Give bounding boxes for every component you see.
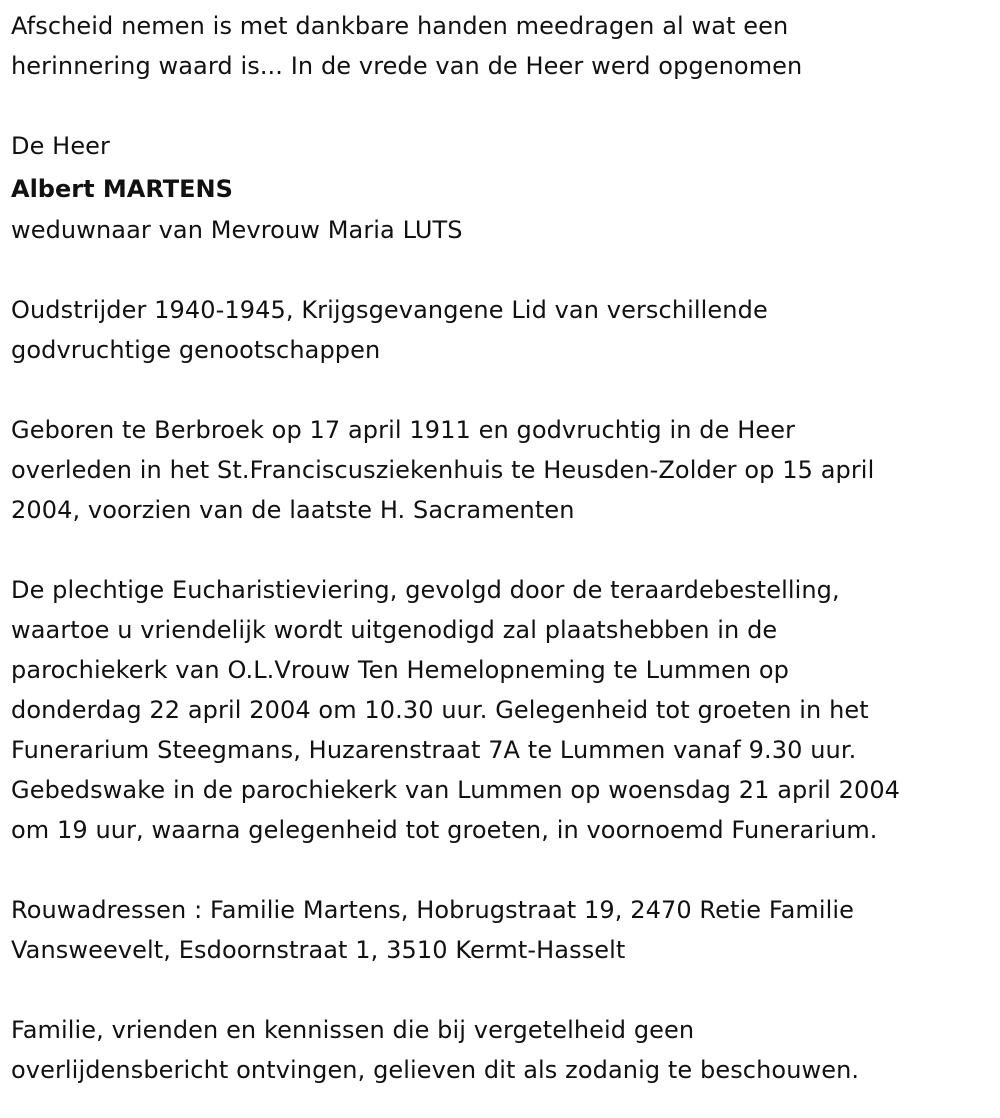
addresses-paragraph: [11, 890, 991, 970]
memberships-paragraph: [11, 290, 991, 370]
closing-line: overlijdensbericht ontvingen, gelieven dit als zodanig te beschouwen.: [11, 1056, 860, 1084]
intro-line: herinnering waard is... In de vrede van de Heer werd opgenomen: [11, 52, 803, 80]
ceremony-line: Funerarium Steegmans, Huzarenstraat 7A te Lummen vanaf 9.30 uur.: [11, 736, 857, 764]
death-notice: [11, 6, 991, 1090]
addresses-line: Vansweevelt, Esdoornstraat 1, 3510 Kermt-Hasselt: [11, 936, 626, 964]
ceremony-line: De plechtige Eucharistieviering, gevolgd door de teraardebestelling,: [11, 576, 840, 604]
intro-paragraph: [11, 6, 991, 86]
ceremony-line: om 19 uur, waarna gelegenheid tot groeten, in voornoemd Funerarium.: [11, 816, 878, 844]
ceremony-paragraph: [11, 570, 991, 850]
birth-death-line: 2004, voorzien van de laatste H. Sacramenten: [11, 496, 575, 524]
ceremony-line: Gebedswake in de parochiekerk van Lummen op woensdag 21 april 2004: [11, 776, 901, 804]
ceremony-line: donderdag 22 april 2004 om 10.30 uur. Gelegenheid tot groeten in het: [11, 696, 869, 724]
memberships-line: Oudstrijder 1940-1945, Krijgsgevangene Lid van verschillende: [11, 296, 768, 324]
memberships-line: godvruchtige genootschappen: [11, 336, 381, 364]
birth-death-line: overleden in het St.Franciscusziekenhuis te Heusden-Zolder op 15 april: [11, 456, 875, 484]
closing-line: Familie, vrienden en kennissen die bij vergetelheid geen: [11, 1016, 695, 1044]
addresses-line: Rouwadressen : Familie Martens, Hobrugstraat 19, 2470 Retie Familie: [11, 896, 855, 924]
paragraph-spacer: [11, 970, 991, 1010]
birth-death-line: Geboren te Berbroek op 17 april 1911 en godvruchtig in de Heer: [11, 416, 796, 444]
paragraph-spacer: [11, 850, 991, 890]
intro-line: Afscheid nemen is met dankbare handen meedragen al wat een: [11, 12, 789, 40]
ceremony-line: parochiekerk van O.L.Vrouw Ten Hemelopneming te Lummen op: [11, 656, 789, 684]
paragraph-spacer: [11, 530, 991, 570]
ceremony-line: waartoe u vriendelijk wordt uitgenodigd zal plaatshebben in de: [11, 616, 778, 644]
paragraph-spacer: [11, 250, 991, 290]
paragraph-spacer: [11, 370, 991, 410]
closing-paragraph: [11, 1010, 991, 1090]
birth-death-paragraph: [11, 410, 991, 530]
relation-line: weduwnaar van Mevrouw Maria LUTS: [11, 216, 463, 244]
paragraph-spacer: [11, 86, 991, 126]
deceased-name: Albert MARTENS: [11, 175, 233, 203]
salutation: De Heer: [11, 132, 111, 160]
